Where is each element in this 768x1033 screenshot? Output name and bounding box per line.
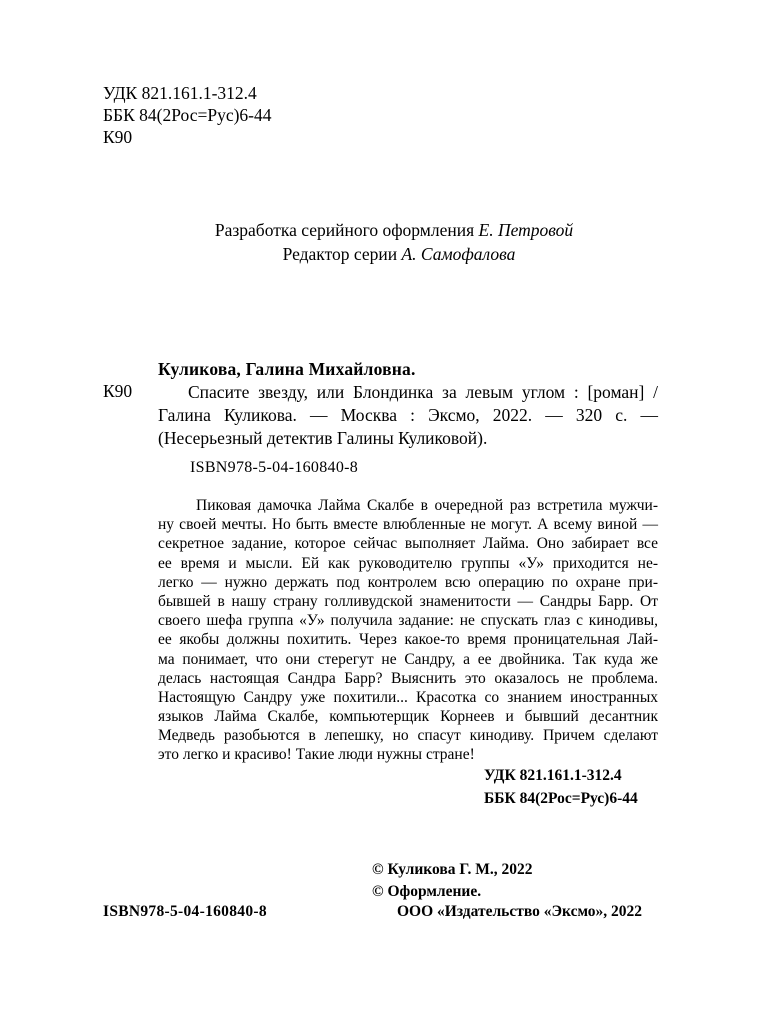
series-credits [0, 218, 768, 266]
record-series-line: (Несерьезный детектив Галины Куликовой). [158, 428, 488, 448]
annotation-line: ну своей мечты. Но быть вместе влюбленные не могут. А всему виной — [158, 516, 658, 534]
copyright-block [372, 859, 533, 903]
editor-credit [0, 242, 768, 266]
annotation-line: секретное задание, которое сейчас выполняет Лайма. Оно забирает все [158, 535, 658, 553]
record-isbn: ISBN978-5-04-160840-8 [190, 459, 359, 476]
design-credit [0, 218, 768, 242]
bibliographic-record [158, 381, 658, 450]
copyright-design: © Оформление. [372, 883, 482, 900]
annotation-line: это легко и красиво! Такие люди нужны стране! [158, 746, 475, 764]
bbk-code: ББК 84(2Рос=Рус)6-44 [103, 105, 272, 125]
annotation-line: ее якобы должны похитить. Через какое-то время проницательная Лай- [158, 631, 658, 649]
footer-isbn: ISBN978-5-04-160840-8 [103, 903, 267, 920]
editor-credit-label: Редактор серии [282, 244, 402, 264]
record-author: Куликова, Галина Михайловна. [158, 359, 416, 379]
design-credit-label: Разработка серийного оформления [214, 220, 479, 240]
annotation-line: делась настоящая Сандра Барр? Выяснить это оказалось не проблема. [158, 669, 658, 687]
annotation-line: языков Лайма Скалбе, компьютерщик Корнеев и бывший десантник [158, 708, 658, 726]
footer-udk: УДК 821.161.1-312.4 [484, 767, 622, 784]
annotation-line: ее время и мысли. Ей как руководителю группы «У» приходится не- [158, 554, 658, 572]
udk-code: УДК 821.161.1-312.4 [103, 83, 257, 103]
annotation [158, 496, 658, 765]
annotation-line: своего шефа группа «У» получила задание: не спускать глаз с кинодивы, [158, 612, 658, 630]
annotation-line: ма понимает, что они стерегут не Сандру, а ее двойника. Так куда же [158, 650, 658, 668]
footer-codes [484, 764, 638, 810]
annotation-line: Пиковая дамочка Лайма Скалбе в очередной раз встретила мужчи- [196, 497, 658, 514]
record-cutter: К90 [103, 381, 133, 401]
annotation-line: Настоящую Сандру уже похитили... Красотка со знанием иностранных [158, 688, 658, 706]
designer-name: Е. Петровой [478, 220, 574, 240]
footer-bbk: ББК 84(2Рос=Рус)6-44 [484, 790, 638, 807]
record-publication-line: Галина Куликова. — Москва : Эксмо, 2022. — 320 с. — [158, 405, 658, 425]
copyright-author: © Куликова Г. М., 2022 [372, 861, 533, 878]
annotation-line: бывшей в нашу страну голливудской знаменитости — Сандры Барр. От [158, 592, 658, 610]
cutter-code: К90 [103, 127, 133, 147]
header-codes [103, 82, 272, 148]
editor-name: А. Самофалова [401, 244, 516, 264]
publisher-copyright: ООО «Издательство «Эксмо», 2022 [397, 903, 643, 920]
record-title-line: Спасите звезду, или Блондинка за левым углом : [роман] / [188, 382, 658, 402]
annotation-line: легко — нужно держать под контролем всю операцию по охране при- [158, 573, 658, 591]
annotation-line: Медведь разобьются в лепешку, но спасут кинодиву. Причем сделают [158, 727, 658, 745]
